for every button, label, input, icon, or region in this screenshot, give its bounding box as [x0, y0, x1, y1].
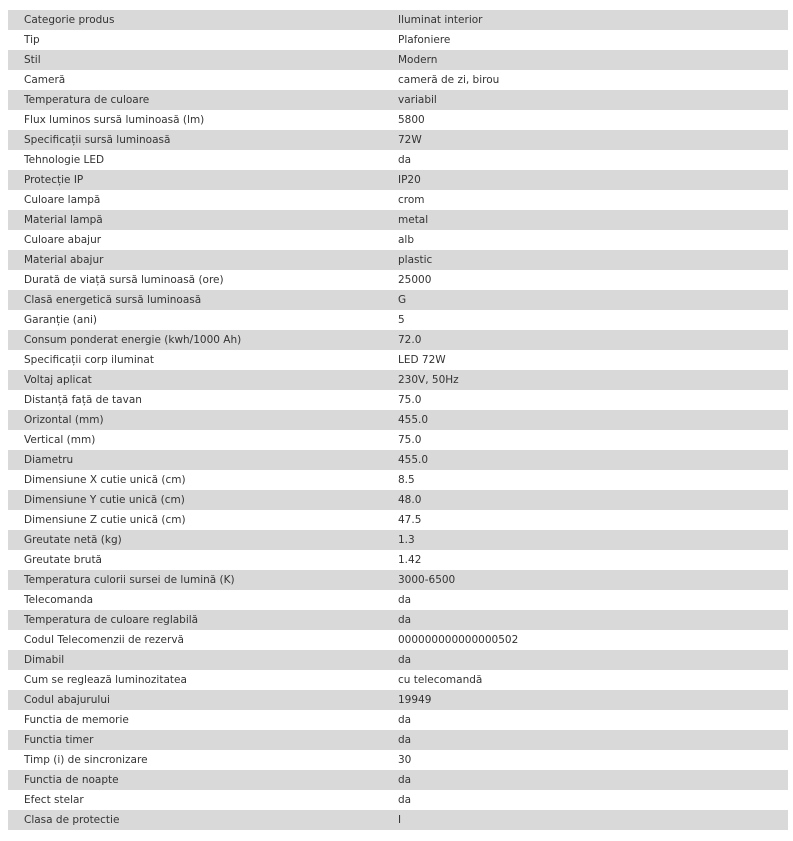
spec-value: 75.0: [382, 430, 788, 450]
spec-label: Material lampă: [8, 210, 382, 230]
spec-row: [8, 570, 788, 590]
spec-row: [8, 550, 788, 570]
spec-value: G: [382, 290, 788, 310]
spec-row: [8, 250, 788, 270]
spec-row: [8, 70, 788, 90]
spec-label: Categorie produs: [8, 10, 382, 30]
spec-row: [8, 150, 788, 170]
spec-row: [8, 310, 788, 330]
spec-row: [8, 710, 788, 730]
spec-row: [8, 190, 788, 210]
spec-row: [8, 390, 788, 410]
spec-label: Telecomanda: [8, 590, 382, 610]
spec-label: Functia de memorie: [8, 710, 382, 730]
spec-value: Iluminat interior: [382, 10, 788, 30]
spec-value: da: [382, 590, 788, 610]
spec-value: crom: [382, 190, 788, 210]
spec-label: Culoare lampă: [8, 190, 382, 210]
spec-label: Codul abajurului: [8, 690, 382, 710]
spec-label: Diametru: [8, 450, 382, 470]
spec-label: Timp (i) de sincronizare: [8, 750, 382, 770]
spec-value: da: [382, 790, 788, 810]
spec-value: Modern: [382, 50, 788, 70]
spec-label: Dimensiune X cutie unică (cm): [8, 470, 382, 490]
spec-row: [8, 30, 788, 50]
spec-value: 72.0: [382, 330, 788, 350]
spec-row: [8, 430, 788, 450]
spec-label: Clasă energetică sursă luminoasă: [8, 290, 382, 310]
spec-label: Efect stelar: [8, 790, 382, 810]
spec-row: [8, 270, 788, 290]
spec-value: IP20: [382, 170, 788, 190]
spec-label: Clasa de protectie: [8, 810, 382, 830]
spec-label: Specificații sursă luminoasă: [8, 130, 382, 150]
spec-value: 72W: [382, 130, 788, 150]
spec-label: Temperatura culorii sursei de lumină (K): [8, 570, 382, 590]
spec-label: Protecție IP: [8, 170, 382, 190]
specifications-table: [8, 10, 788, 830]
spec-value: 5800: [382, 110, 788, 130]
spec-value: LED 72W: [382, 350, 788, 370]
spec-row: [8, 790, 788, 810]
spec-value: 3000-6500: [382, 570, 788, 590]
spec-label: Stil: [8, 50, 382, 70]
spec-row: [8, 490, 788, 510]
spec-label: Dimensiune Z cutie unică (cm): [8, 510, 382, 530]
spec-value: 75.0: [382, 390, 788, 410]
spec-value: metal: [382, 210, 788, 230]
spec-label: Dimabil: [8, 650, 382, 670]
spec-row: [8, 590, 788, 610]
spec-row: [8, 470, 788, 490]
spec-row: [8, 730, 788, 750]
spec-label: Tehnologie LED: [8, 150, 382, 170]
spec-value: 30: [382, 750, 788, 770]
spec-row: [8, 410, 788, 430]
spec-value: cu telecomandă: [382, 670, 788, 690]
spec-label: Greutate brută: [8, 550, 382, 570]
spec-label: Cum se reglează luminozitatea: [8, 670, 382, 690]
spec-label: Temperatura de culoare reglabilă: [8, 610, 382, 630]
spec-row: [8, 350, 788, 370]
spec-value: 1.42: [382, 550, 788, 570]
spec-row: [8, 110, 788, 130]
spec-value: 48.0: [382, 490, 788, 510]
spec-label: Functia de noapte: [8, 770, 382, 790]
spec-value: alb: [382, 230, 788, 250]
spec-label: Temperatura de culoare: [8, 90, 382, 110]
spec-value: da: [382, 610, 788, 630]
spec-value: I: [382, 810, 788, 830]
spec-label: Garanție (ani): [8, 310, 382, 330]
spec-label: Greutate netă (kg): [8, 530, 382, 550]
spec-value: da: [382, 150, 788, 170]
spec-value: da: [382, 710, 788, 730]
spec-row: [8, 750, 788, 770]
spec-row: [8, 210, 788, 230]
spec-value: variabil: [382, 90, 788, 110]
spec-label: Functia timer: [8, 730, 382, 750]
spec-label: Codul Telecomenzii de rezervă: [8, 630, 382, 650]
spec-row: [8, 610, 788, 630]
spec-value: plastic: [382, 250, 788, 270]
spec-row: [8, 370, 788, 390]
spec-value: 8.5: [382, 470, 788, 490]
spec-value: 000000000000000502: [382, 630, 788, 650]
spec-value: 230V, 50Hz: [382, 370, 788, 390]
spec-value: 47.5: [382, 510, 788, 530]
spec-value: 25000: [382, 270, 788, 290]
spec-row: [8, 450, 788, 470]
spec-row: [8, 670, 788, 690]
spec-row: [8, 130, 788, 150]
spec-label: Flux luminos sursă luminoasă (lm): [8, 110, 382, 130]
spec-row: [8, 630, 788, 650]
spec-row: [8, 770, 788, 790]
spec-value: 1.3: [382, 530, 788, 550]
spec-label: Tip: [8, 30, 382, 50]
spec-label: Culoare abajur: [8, 230, 382, 250]
spec-value: da: [382, 650, 788, 670]
spec-row: [8, 230, 788, 250]
spec-row: [8, 290, 788, 310]
spec-label: Distanță față de tavan: [8, 390, 382, 410]
spec-value: 455.0: [382, 450, 788, 470]
spec-label: Material abajur: [8, 250, 382, 270]
spec-label: Cameră: [8, 70, 382, 90]
spec-row: [8, 690, 788, 710]
spec-row: [8, 170, 788, 190]
spec-row: [8, 10, 788, 30]
spec-label: Voltaj aplicat: [8, 370, 382, 390]
spec-value: da: [382, 770, 788, 790]
spec-label: Vertical (mm): [8, 430, 382, 450]
spec-value: 5: [382, 310, 788, 330]
spec-row: [8, 530, 788, 550]
spec-label: Specificații corp iluminat: [8, 350, 382, 370]
spec-row: [8, 650, 788, 670]
spec-value: 19949: [382, 690, 788, 710]
spec-value: 455.0: [382, 410, 788, 430]
spec-value: cameră de zi, birou: [382, 70, 788, 90]
spec-row: [8, 50, 788, 70]
spec-row: [8, 330, 788, 350]
spec-label: Orizontal (mm): [8, 410, 382, 430]
spec-label: Consum ponderat energie (kwh/1000 Ah): [8, 330, 382, 350]
specifications-body: [8, 10, 788, 830]
spec-row: [8, 510, 788, 530]
spec-row: [8, 90, 788, 110]
spec-value: Plafoniere: [382, 30, 788, 50]
spec-label: Durată de viață sursă luminoasă (ore): [8, 270, 382, 290]
spec-value: da: [382, 730, 788, 750]
spec-row: [8, 810, 788, 830]
spec-label: Dimensiune Y cutie unică (cm): [8, 490, 382, 510]
